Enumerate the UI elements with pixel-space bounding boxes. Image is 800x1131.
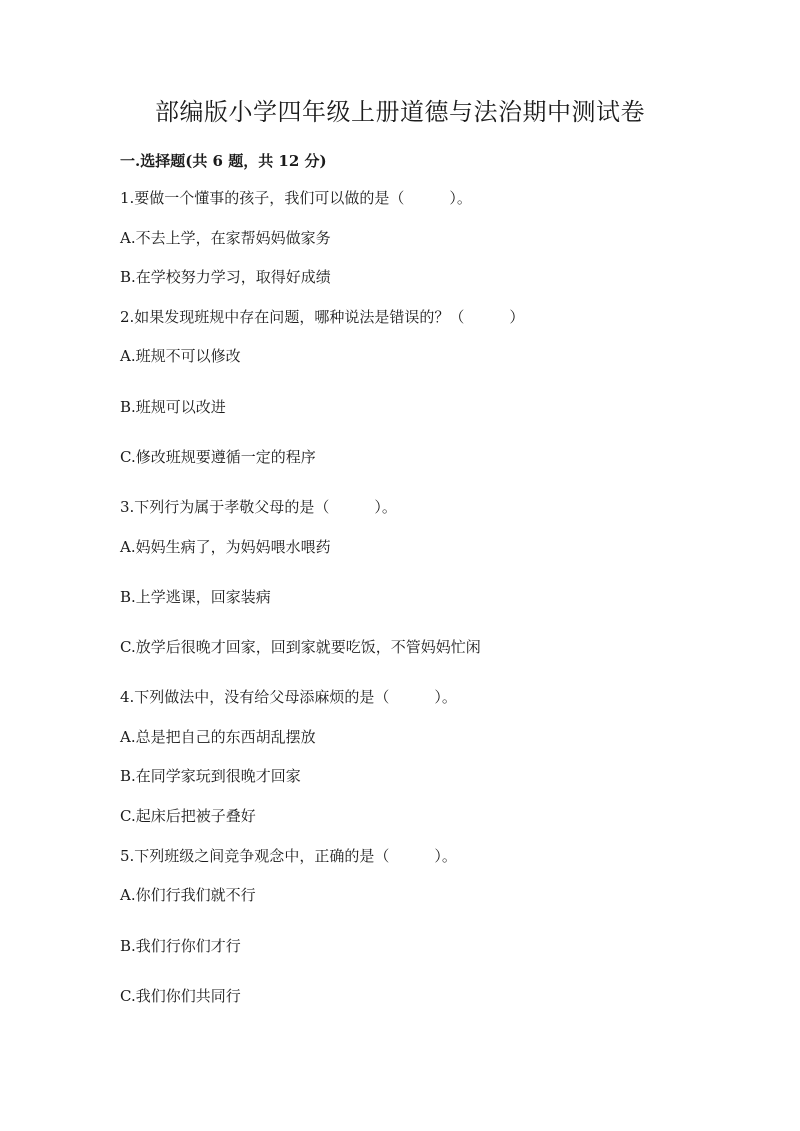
- question-4-option-b: B.在同学家玩到很晚才回家: [120, 767, 301, 785]
- question-5-option-c: C.我们你们共同行: [120, 987, 241, 1005]
- question-3-option-b: B.上学逃课，回家装病: [120, 588, 271, 606]
- question-1-option-a: A.不去上学，在家帮妈妈做家务: [120, 229, 331, 247]
- question-4-stem: 4.下列做法中，没有给父母添麻烦的是（ ）。: [120, 688, 457, 706]
- question-5-stem: 5.下列班级之间竞争观念中，正确的是（ ）。: [120, 847, 457, 865]
- question-3-option-a: A.妈妈生病了，为妈妈喂水喂药: [120, 538, 331, 556]
- question-1-stem: 1.要做一个懂事的孩子，我们可以做的是（ ）。: [120, 189, 472, 207]
- question-2-stem: 2.如果发现班规中存在问题，哪种说法是错误的？（ ）: [120, 308, 525, 326]
- question-2-option-c: C.修改班规要遵循一定的程序: [120, 448, 316, 466]
- question-5-option-b: B.我们行你们才行: [120, 937, 241, 955]
- question-3-stem: 3.下列行为属于孝敬父母的是（ ）。: [120, 498, 397, 516]
- question-4-option-c: C.起床后把被子叠好: [120, 807, 256, 825]
- section-heading: 一.选择题(共 6 题，共 12 分): [120, 152, 327, 170]
- question-4-option-a: A.总是把自己的东西胡乱摆放: [120, 728, 316, 746]
- question-2-option-b: B.班规可以改进: [120, 398, 226, 416]
- question-2-option-a: A.班规不可以修改: [120, 347, 241, 365]
- question-5-option-a: A.你们行我们就不行: [120, 886, 256, 904]
- page-title: 部编版小学四年级上册道德与法治期中测试卷: [155, 98, 645, 126]
- question-3-option-c: C.放学后很晚才回家，回到家就要吃饭，不管妈妈忙闲: [120, 638, 481, 656]
- question-1-option-b: B.在学校努力学习，取得好成绩: [120, 268, 331, 286]
